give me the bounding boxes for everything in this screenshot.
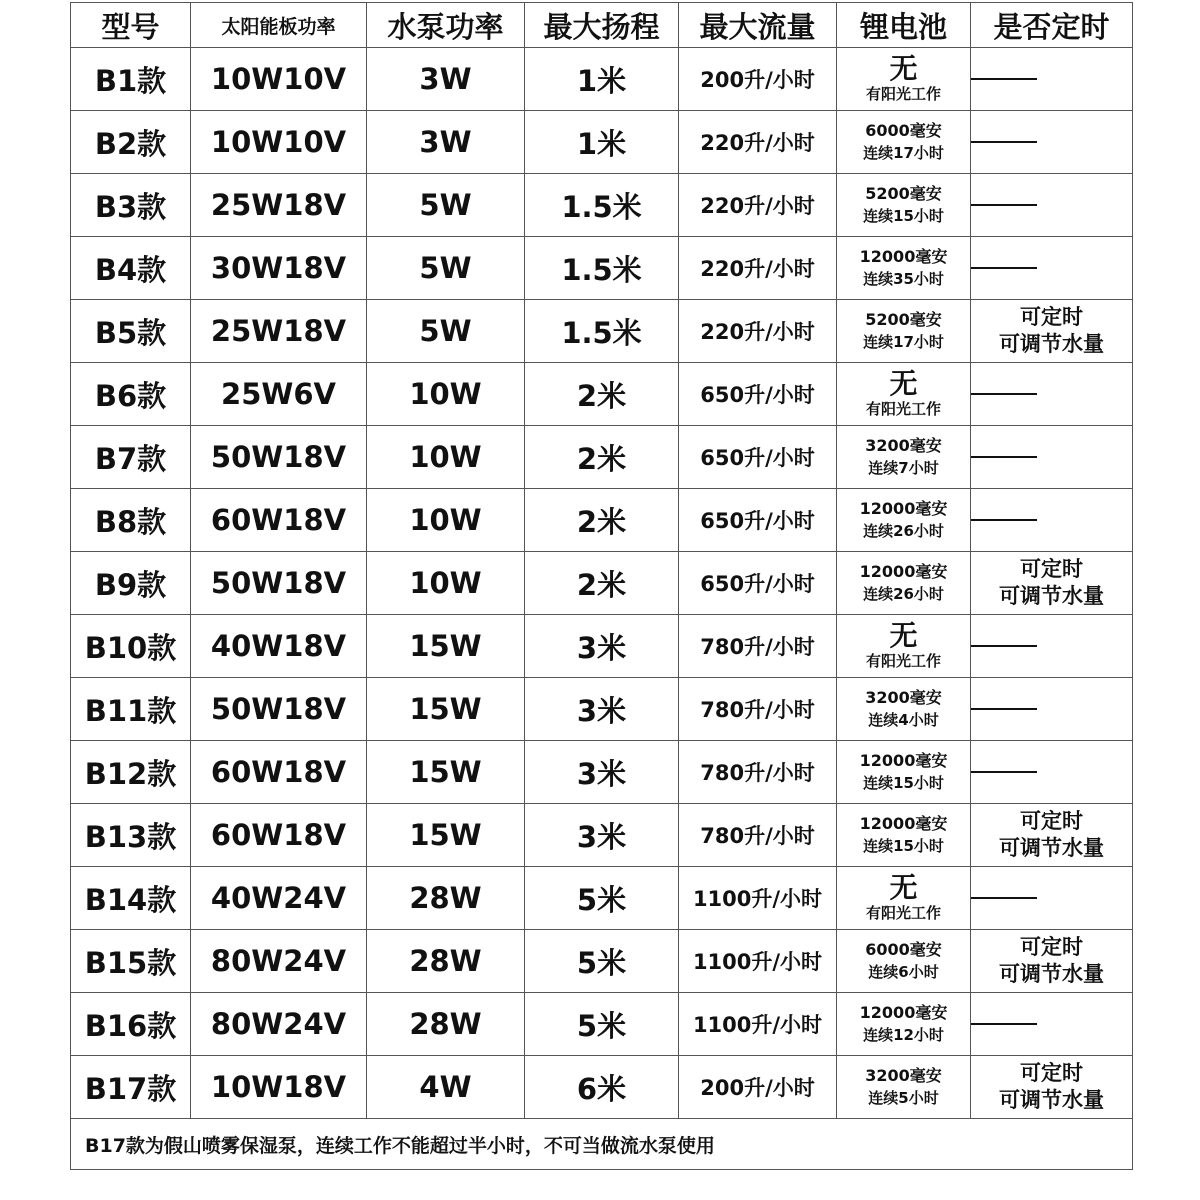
max-lift-cell: 5米 xyxy=(525,867,679,930)
model-cell: B7款 xyxy=(71,426,191,489)
header-model: 型号 xyxy=(71,3,191,48)
timer-cell xyxy=(971,615,1133,678)
battery-line-1: 3200毫安 xyxy=(865,688,942,707)
max-flow-cell: 1100升/小时 xyxy=(679,867,837,930)
no-timer-dash xyxy=(971,708,1037,710)
battery-cell xyxy=(837,552,971,615)
table-row xyxy=(71,867,1133,930)
panel-power-cell: 25W18V xyxy=(191,300,367,363)
battery-line-1: 6000毫安 xyxy=(865,940,942,959)
panel-power-cell: 10W10V xyxy=(191,48,367,111)
header-pump-power: 水泵功率 xyxy=(367,3,525,48)
table-row xyxy=(71,363,1133,426)
pump-power-cell: 10W xyxy=(367,552,525,615)
max-flow-cell: 220升/小时 xyxy=(679,174,837,237)
battery-cell xyxy=(837,678,971,741)
timer-line-2: 可调节水量 xyxy=(999,332,1104,356)
pump-power-cell: 15W xyxy=(367,615,525,678)
battery-line-1: 12000毫安 xyxy=(859,1003,948,1022)
table-row xyxy=(71,237,1133,300)
header-timer: 是否定时 xyxy=(971,3,1133,48)
timer-cell xyxy=(971,489,1133,552)
battery-line-1: 无 xyxy=(889,52,918,85)
battery-cell xyxy=(837,174,971,237)
no-timer-dash xyxy=(971,1023,1037,1025)
battery-line-1: 5200毫安 xyxy=(865,184,942,203)
panel-power-cell: 60W18V xyxy=(191,804,367,867)
battery-line-1: 12000毫安 xyxy=(859,814,948,833)
panel-power-cell: 40W24V xyxy=(191,867,367,930)
model-cell: B2款 xyxy=(71,111,191,174)
battery-line-2: 有阳光工作 xyxy=(865,652,941,670)
panel-power-cell: 25W6V xyxy=(191,363,367,426)
max-lift-cell: 2米 xyxy=(525,426,679,489)
no-timer-dash xyxy=(971,204,1037,206)
max-flow-cell: 650升/小时 xyxy=(679,552,837,615)
battery-line-2: 有阳光工作 xyxy=(865,400,941,418)
battery-line-2: 连续17小时 xyxy=(863,333,944,351)
pump-power-cell: 28W xyxy=(367,930,525,993)
timer-line-2: 可调节水量 xyxy=(999,962,1104,986)
timer-line-1: 可定时 xyxy=(1020,557,1083,581)
model-cell: B11款 xyxy=(71,678,191,741)
pump-power-cell: 10W xyxy=(367,426,525,489)
battery-line-2: 连续15小时 xyxy=(863,207,944,225)
table-row xyxy=(71,741,1133,804)
pump-spec-table xyxy=(70,2,1133,1170)
battery-line-2: 连续35小时 xyxy=(863,270,944,288)
header-panel-power: 太阳能板功率 xyxy=(191,3,367,48)
footnote-row xyxy=(71,1119,1133,1170)
panel-power-cell: 10W18V xyxy=(191,1056,367,1119)
battery-cell xyxy=(837,489,971,552)
max-flow-cell: 200升/小时 xyxy=(679,48,837,111)
timer-cell xyxy=(971,804,1133,867)
battery-cell xyxy=(837,300,971,363)
panel-power-cell: 60W18V xyxy=(191,741,367,804)
max-lift-cell: 2米 xyxy=(525,489,679,552)
timer-cell xyxy=(971,426,1133,489)
battery-cell xyxy=(837,1056,971,1119)
timer-cell xyxy=(971,174,1133,237)
panel-power-cell: 25W18V xyxy=(191,174,367,237)
model-cell: B15款 xyxy=(71,930,191,993)
timer-cell xyxy=(971,678,1133,741)
header-row xyxy=(71,3,1133,48)
timer-cell xyxy=(971,363,1133,426)
timer-line-1: 可定时 xyxy=(1020,1061,1083,1085)
max-lift-cell: 2米 xyxy=(525,363,679,426)
footnote-text: B17款为假山喷雾保湿泵，连续工作不能超过半小时，不可当做流水泵使用 xyxy=(71,1119,1133,1170)
max-lift-cell: 2米 xyxy=(525,552,679,615)
table-row xyxy=(71,993,1133,1056)
timer-line-1: 可定时 xyxy=(1020,809,1083,833)
battery-cell xyxy=(837,237,971,300)
header-max-flow: 最大流量 xyxy=(679,3,837,48)
battery-cell xyxy=(837,741,971,804)
battery-line-1: 无 xyxy=(889,367,918,400)
panel-power-cell: 10W10V xyxy=(191,111,367,174)
battery-cell xyxy=(837,111,971,174)
battery-line-1: 12000毫安 xyxy=(859,247,948,266)
pump-power-cell: 4W xyxy=(367,1056,525,1119)
table-row xyxy=(71,804,1133,867)
max-flow-cell: 1100升/小时 xyxy=(679,993,837,1056)
no-timer-dash xyxy=(971,645,1037,647)
model-cell: B1款 xyxy=(71,48,191,111)
battery-line-2: 连续26小时 xyxy=(863,522,944,540)
pump-power-cell: 3W xyxy=(367,48,525,111)
model-cell: B5款 xyxy=(71,300,191,363)
pump-power-cell: 10W xyxy=(367,489,525,552)
panel-power-cell: 30W18V xyxy=(191,237,367,300)
model-cell: B9款 xyxy=(71,552,191,615)
pump-power-cell: 5W xyxy=(367,174,525,237)
timer-cell xyxy=(971,48,1133,111)
model-cell: B17款 xyxy=(71,1056,191,1119)
model-cell: B3款 xyxy=(71,174,191,237)
battery-line-2: 连续5小时 xyxy=(868,1089,939,1107)
model-cell: B4款 xyxy=(71,237,191,300)
pump-power-cell: 15W xyxy=(367,804,525,867)
battery-cell xyxy=(837,993,971,1056)
max-flow-cell: 200升/小时 xyxy=(679,1056,837,1119)
table-row xyxy=(71,678,1133,741)
max-flow-cell: 650升/小时 xyxy=(679,426,837,489)
max-lift-cell: 3米 xyxy=(525,741,679,804)
battery-line-1: 3200毫安 xyxy=(865,436,942,455)
max-flow-cell: 1100升/小时 xyxy=(679,930,837,993)
battery-line-2: 有阳光工作 xyxy=(865,904,941,922)
max-flow-cell: 220升/小时 xyxy=(679,300,837,363)
pump-power-cell: 3W xyxy=(367,111,525,174)
battery-line-1: 12000毫安 xyxy=(859,562,948,581)
battery-line-1: 6000毫安 xyxy=(865,121,942,140)
panel-power-cell: 50W18V xyxy=(191,678,367,741)
model-cell: B14款 xyxy=(71,867,191,930)
timer-line-1: 可定时 xyxy=(1020,305,1083,329)
timer-cell xyxy=(971,993,1133,1056)
max-flow-cell: 220升/小时 xyxy=(679,237,837,300)
table-row xyxy=(71,300,1133,363)
no-timer-dash xyxy=(971,267,1037,269)
battery-line-1: 5200毫安 xyxy=(865,310,942,329)
max-flow-cell: 780升/小时 xyxy=(679,804,837,867)
max-flow-cell: 650升/小时 xyxy=(679,489,837,552)
table-row xyxy=(71,930,1133,993)
no-timer-dash xyxy=(971,393,1037,395)
battery-line-1: 无 xyxy=(889,871,918,904)
pump-power-cell: 10W xyxy=(367,363,525,426)
battery-line-2: 连续15小时 xyxy=(863,774,944,792)
battery-cell xyxy=(837,804,971,867)
header-max-lift: 最大扬程 xyxy=(525,3,679,48)
pump-power-cell: 5W xyxy=(367,300,525,363)
battery-cell xyxy=(837,930,971,993)
table-row xyxy=(71,552,1133,615)
timer-cell xyxy=(971,111,1133,174)
no-timer-dash xyxy=(971,897,1037,899)
timer-cell xyxy=(971,552,1133,615)
table-row xyxy=(71,111,1133,174)
battery-line-2: 有阳光工作 xyxy=(865,85,941,103)
no-timer-dash xyxy=(971,78,1037,80)
no-timer-dash xyxy=(971,141,1037,143)
battery-line-2: 连续12小时 xyxy=(863,1026,944,1044)
table-row xyxy=(71,615,1133,678)
battery-cell xyxy=(837,363,971,426)
max-flow-cell: 780升/小时 xyxy=(679,615,837,678)
battery-line-2: 连续4小时 xyxy=(868,711,939,729)
timer-line-1: 可定时 xyxy=(1020,935,1083,959)
battery-line-2: 连续7小时 xyxy=(868,459,939,477)
battery-cell xyxy=(837,867,971,930)
panel-power-cell: 50W18V xyxy=(191,426,367,489)
max-lift-cell: 1.5米 xyxy=(525,300,679,363)
max-lift-cell: 3米 xyxy=(525,678,679,741)
max-lift-cell: 6米 xyxy=(525,1056,679,1119)
max-lift-cell: 5米 xyxy=(525,930,679,993)
model-cell: B12款 xyxy=(71,741,191,804)
panel-power-cell: 60W18V xyxy=(191,489,367,552)
table-row xyxy=(71,489,1133,552)
battery-line-2: 连续15小时 xyxy=(863,837,944,855)
timer-cell xyxy=(971,1056,1133,1119)
battery-line-1: 3200毫安 xyxy=(865,1066,942,1085)
timer-cell xyxy=(971,741,1133,804)
max-flow-cell: 780升/小时 xyxy=(679,741,837,804)
model-cell: B16款 xyxy=(71,993,191,1056)
max-lift-cell: 1米 xyxy=(525,48,679,111)
table-row xyxy=(71,48,1133,111)
pump-power-cell: 28W xyxy=(367,993,525,1056)
max-lift-cell: 3米 xyxy=(525,804,679,867)
timer-cell xyxy=(971,300,1133,363)
battery-line-1: 12000毫安 xyxy=(859,499,948,518)
battery-line-2: 连续6小时 xyxy=(868,963,939,981)
table-body xyxy=(71,48,1133,1119)
header-battery: 锂电池 xyxy=(837,3,971,48)
max-lift-cell: 1.5米 xyxy=(525,237,679,300)
no-timer-dash xyxy=(971,771,1037,773)
model-cell: B10款 xyxy=(71,615,191,678)
battery-cell xyxy=(837,615,971,678)
model-cell: B8款 xyxy=(71,489,191,552)
battery-line-2: 连续17小时 xyxy=(863,144,944,162)
battery-line-1: 无 xyxy=(889,619,918,652)
no-timer-dash xyxy=(971,519,1037,521)
max-flow-cell: 780升/小时 xyxy=(679,678,837,741)
timer-cell xyxy=(971,930,1133,993)
battery-line-2: 连续26小时 xyxy=(863,585,944,603)
model-cell: B13款 xyxy=(71,804,191,867)
timer-line-2: 可调节水量 xyxy=(999,1088,1104,1112)
battery-cell xyxy=(837,48,971,111)
timer-cell xyxy=(971,237,1133,300)
pump-power-cell: 15W xyxy=(367,678,525,741)
panel-power-cell: 80W24V xyxy=(191,930,367,993)
timer-cell xyxy=(971,867,1133,930)
max-flow-cell: 650升/小时 xyxy=(679,363,837,426)
table-row xyxy=(71,1056,1133,1119)
table-row xyxy=(71,174,1133,237)
max-lift-cell: 1.5米 xyxy=(525,174,679,237)
pump-power-cell: 5W xyxy=(367,237,525,300)
max-lift-cell: 3米 xyxy=(525,615,679,678)
battery-cell xyxy=(837,426,971,489)
panel-power-cell: 50W18V xyxy=(191,552,367,615)
pump-power-cell: 28W xyxy=(367,867,525,930)
table-row xyxy=(71,426,1133,489)
pump-power-cell: 15W xyxy=(367,741,525,804)
panel-power-cell: 80W24V xyxy=(191,993,367,1056)
timer-line-2: 可调节水量 xyxy=(999,584,1104,608)
model-cell: B6款 xyxy=(71,363,191,426)
no-timer-dash xyxy=(971,456,1037,458)
max-lift-cell: 5米 xyxy=(525,993,679,1056)
max-flow-cell: 220升/小时 xyxy=(679,111,837,174)
timer-line-2: 可调节水量 xyxy=(999,836,1104,860)
panel-power-cell: 40W18V xyxy=(191,615,367,678)
battery-line-1: 12000毫安 xyxy=(859,751,948,770)
max-lift-cell: 1米 xyxy=(525,111,679,174)
